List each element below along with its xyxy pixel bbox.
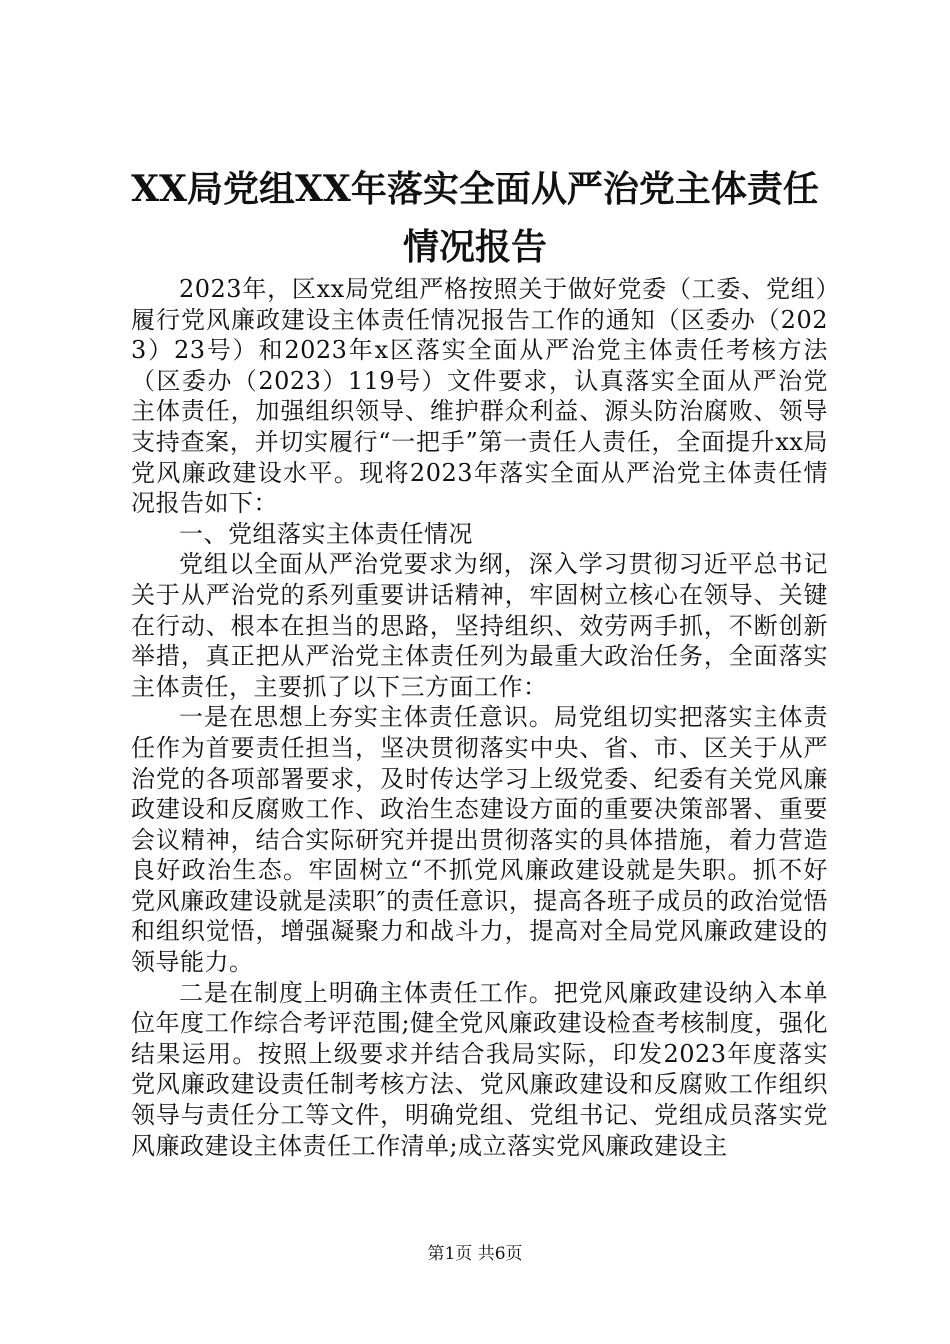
paragraph-overview: 党组以全面从严治党要求为纲，深入学习贯彻习近平总书记关于从严治党的系列重要讲话精神，牢固树立核心在领导、关键在行动、根本在担当的思路，坚持组织、效劳两手抓，不断创新举措，真正把从严治党主体责任列为最重大政治任务，全面落实主体责任，主要抓了以下三方面工作： [131,550,828,701]
paragraph-intro: 2023年，区xx局党组严格按照关于做好党委（工委、党组）履行党风廉政建设主体责任情况报告工作的通知（区委办（2023）23号）和2023年x区落实全面从严治党主体责任考核方法（区委办（2023）119号）文件要求，认真落实全面从严治党主体责任，加强组织领导、维护群众利益、源头防治腐败、领导支持查案，并切实履行“一把手”第一责任人责任，全面提升xx局党风廉政建设水平。现将2023年落实全面从严治党主体责任情况报告如下： [131,275,828,518]
document-body [131,274,828,1161]
paragraph-point-two: 二是在制度上明确主体责任工作。把党风廉政建设纳入本单位年度工作综合考评范围;健全党风廉政建设检查考核制度，强化结果运用。按照上级要求并结合我局实际，印发2023年度落实党风廉政建设责任制考核方法、党风廉政建设和反腐败工作组织领导与责任分工等文件，明确党组、党组书记、党组成员落实党风廉政建设主体责任工作清单;成立落实党风廉政建设主 [131,978,828,1160]
page-number-footer: 第1页 共6页 [427,1244,523,1264]
document-title: XX局党组XX年落实全面从严治党主体责任情况报告 [131,168,819,268]
section-heading: 一、党组落实主体责任情况 [179,519,473,548]
paragraph-point-one: 一是在思想上夯实主体责任意识。局党组切实把落实主体责任作为首要责任担当，坚决贯彻落实中央、省、市、区关于从严治党的各项部署要求，及时传达学习上级党委、纪委有关党风廉政建设和反腐败工作、政治生态建设方面的重要决策部署、重要会议精神，结合实际研究并提出贯彻落实的具体措施，着力营造良好政治生态。牢固树立“不抓党风廉政建设就是失职。抓不好党风廉政建设就是渎职″的责任意识，提高各班子成员的政治觉悟和组织觉悟，增强凝聚力和战斗力，提高对全局党风廉政建设的领导能力。 [131,703,828,977]
